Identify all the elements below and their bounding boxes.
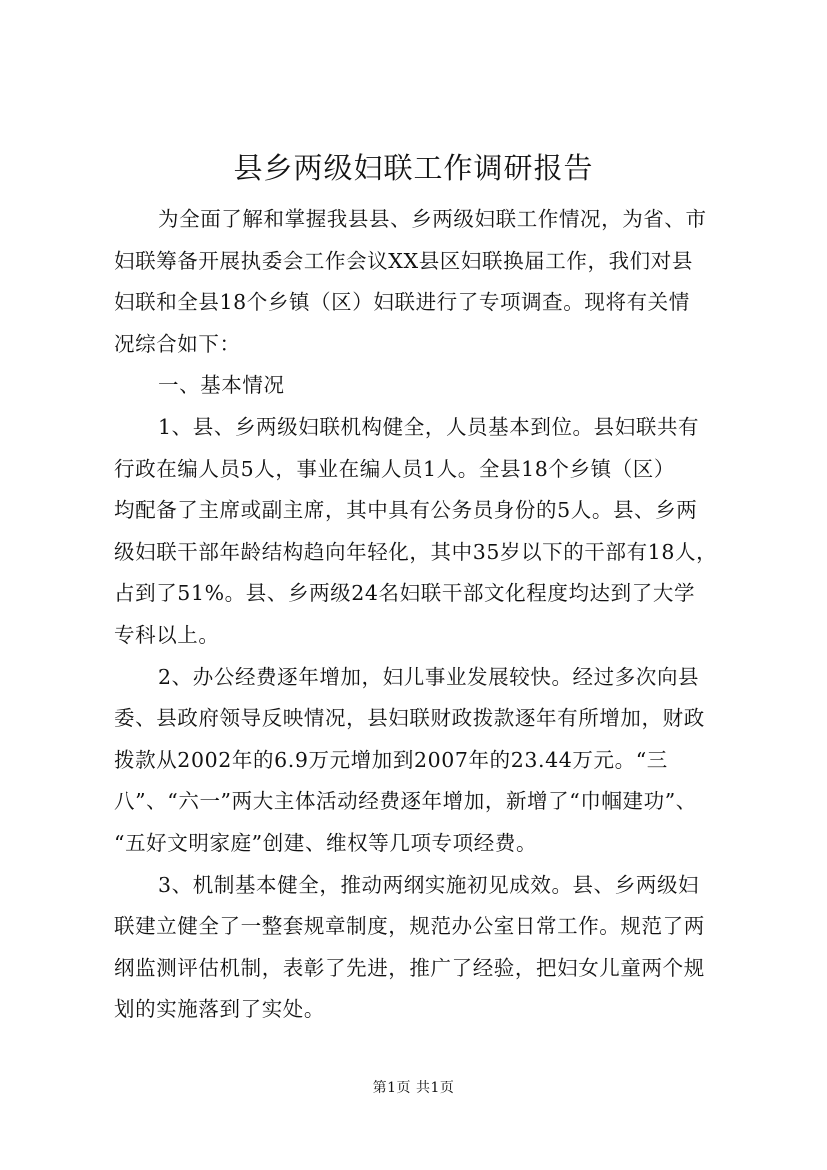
document-title: 县乡两级妇联工作调研报告 xyxy=(233,151,594,185)
paragraph-line: 委、县政府领导反映情况，县妇联财政拨款逐年有所增加，财政 xyxy=(114,706,705,731)
paragraph-line: 纲监测评估机制，表彰了先进，推广了经验，把妇女儿童两个规 xyxy=(114,955,705,980)
section-heading: 一、基本情况 xyxy=(158,373,285,398)
paragraph-line: 妇联和全县18个乡镇（区）妇联进行了专项调查。现将有关情 xyxy=(114,290,690,315)
page-footer: 第1页 共1页 xyxy=(372,1080,455,1096)
paragraph-line: 3、机制基本健全，推动两纲实施初见成效。县、乡两级妇 xyxy=(158,872,700,897)
paragraph-line: 1、县、乡两级妇联机构健全，人员基本到位。县妇联共有 xyxy=(158,414,700,439)
paragraph-line: 级妇联干部年龄结构趋向年轻化，其中35岁以下的干部有18人， xyxy=(114,539,718,564)
paragraph-line: 为全面了解和掌握我县县、乡两级妇联工作情况，为省、市 xyxy=(158,207,707,231)
paragraph-line: 划的实施落到了实处。 xyxy=(114,997,325,1022)
paragraph-line: 2、办公经费逐年增加，妇儿事业发展较快。经过多次向县 xyxy=(158,664,700,689)
paragraph-line: 拨款从2002年的6.9万元增加到2007年的23.44万元。“三 xyxy=(114,747,668,772)
paragraph-line: 行政在编人员5人，事业在编人员1人。全县18个乡镇（区） xyxy=(114,456,675,481)
paragraph-line: 八”、“六一”两大主体活动经费逐年增加，新增了“巾帼建功”、 xyxy=(114,789,697,814)
paragraph-line: 占到了51%。县、乡两级24名妇联干部文化程度均达到了大学 xyxy=(114,581,696,606)
paragraph-line: 妇联筹备开展执委会工作会议XX县区妇联换届工作，我们对县 xyxy=(114,248,693,273)
paragraph-line: 况综合如下： xyxy=(114,331,241,356)
paragraph-line: “五好文明家庭”创建、维权等几项专项经费。 xyxy=(114,830,538,855)
document-body xyxy=(114,199,754,1031)
paragraph-line: 专科以上。 xyxy=(114,622,220,647)
paragraph-line: 均配备了主席或副主席，其中具有公务员身份的5人。县、乡两 xyxy=(114,498,698,523)
paragraph-line: 联建立健全了一整套规章制度，规范办公室日常工作。规范了两 xyxy=(114,914,705,939)
